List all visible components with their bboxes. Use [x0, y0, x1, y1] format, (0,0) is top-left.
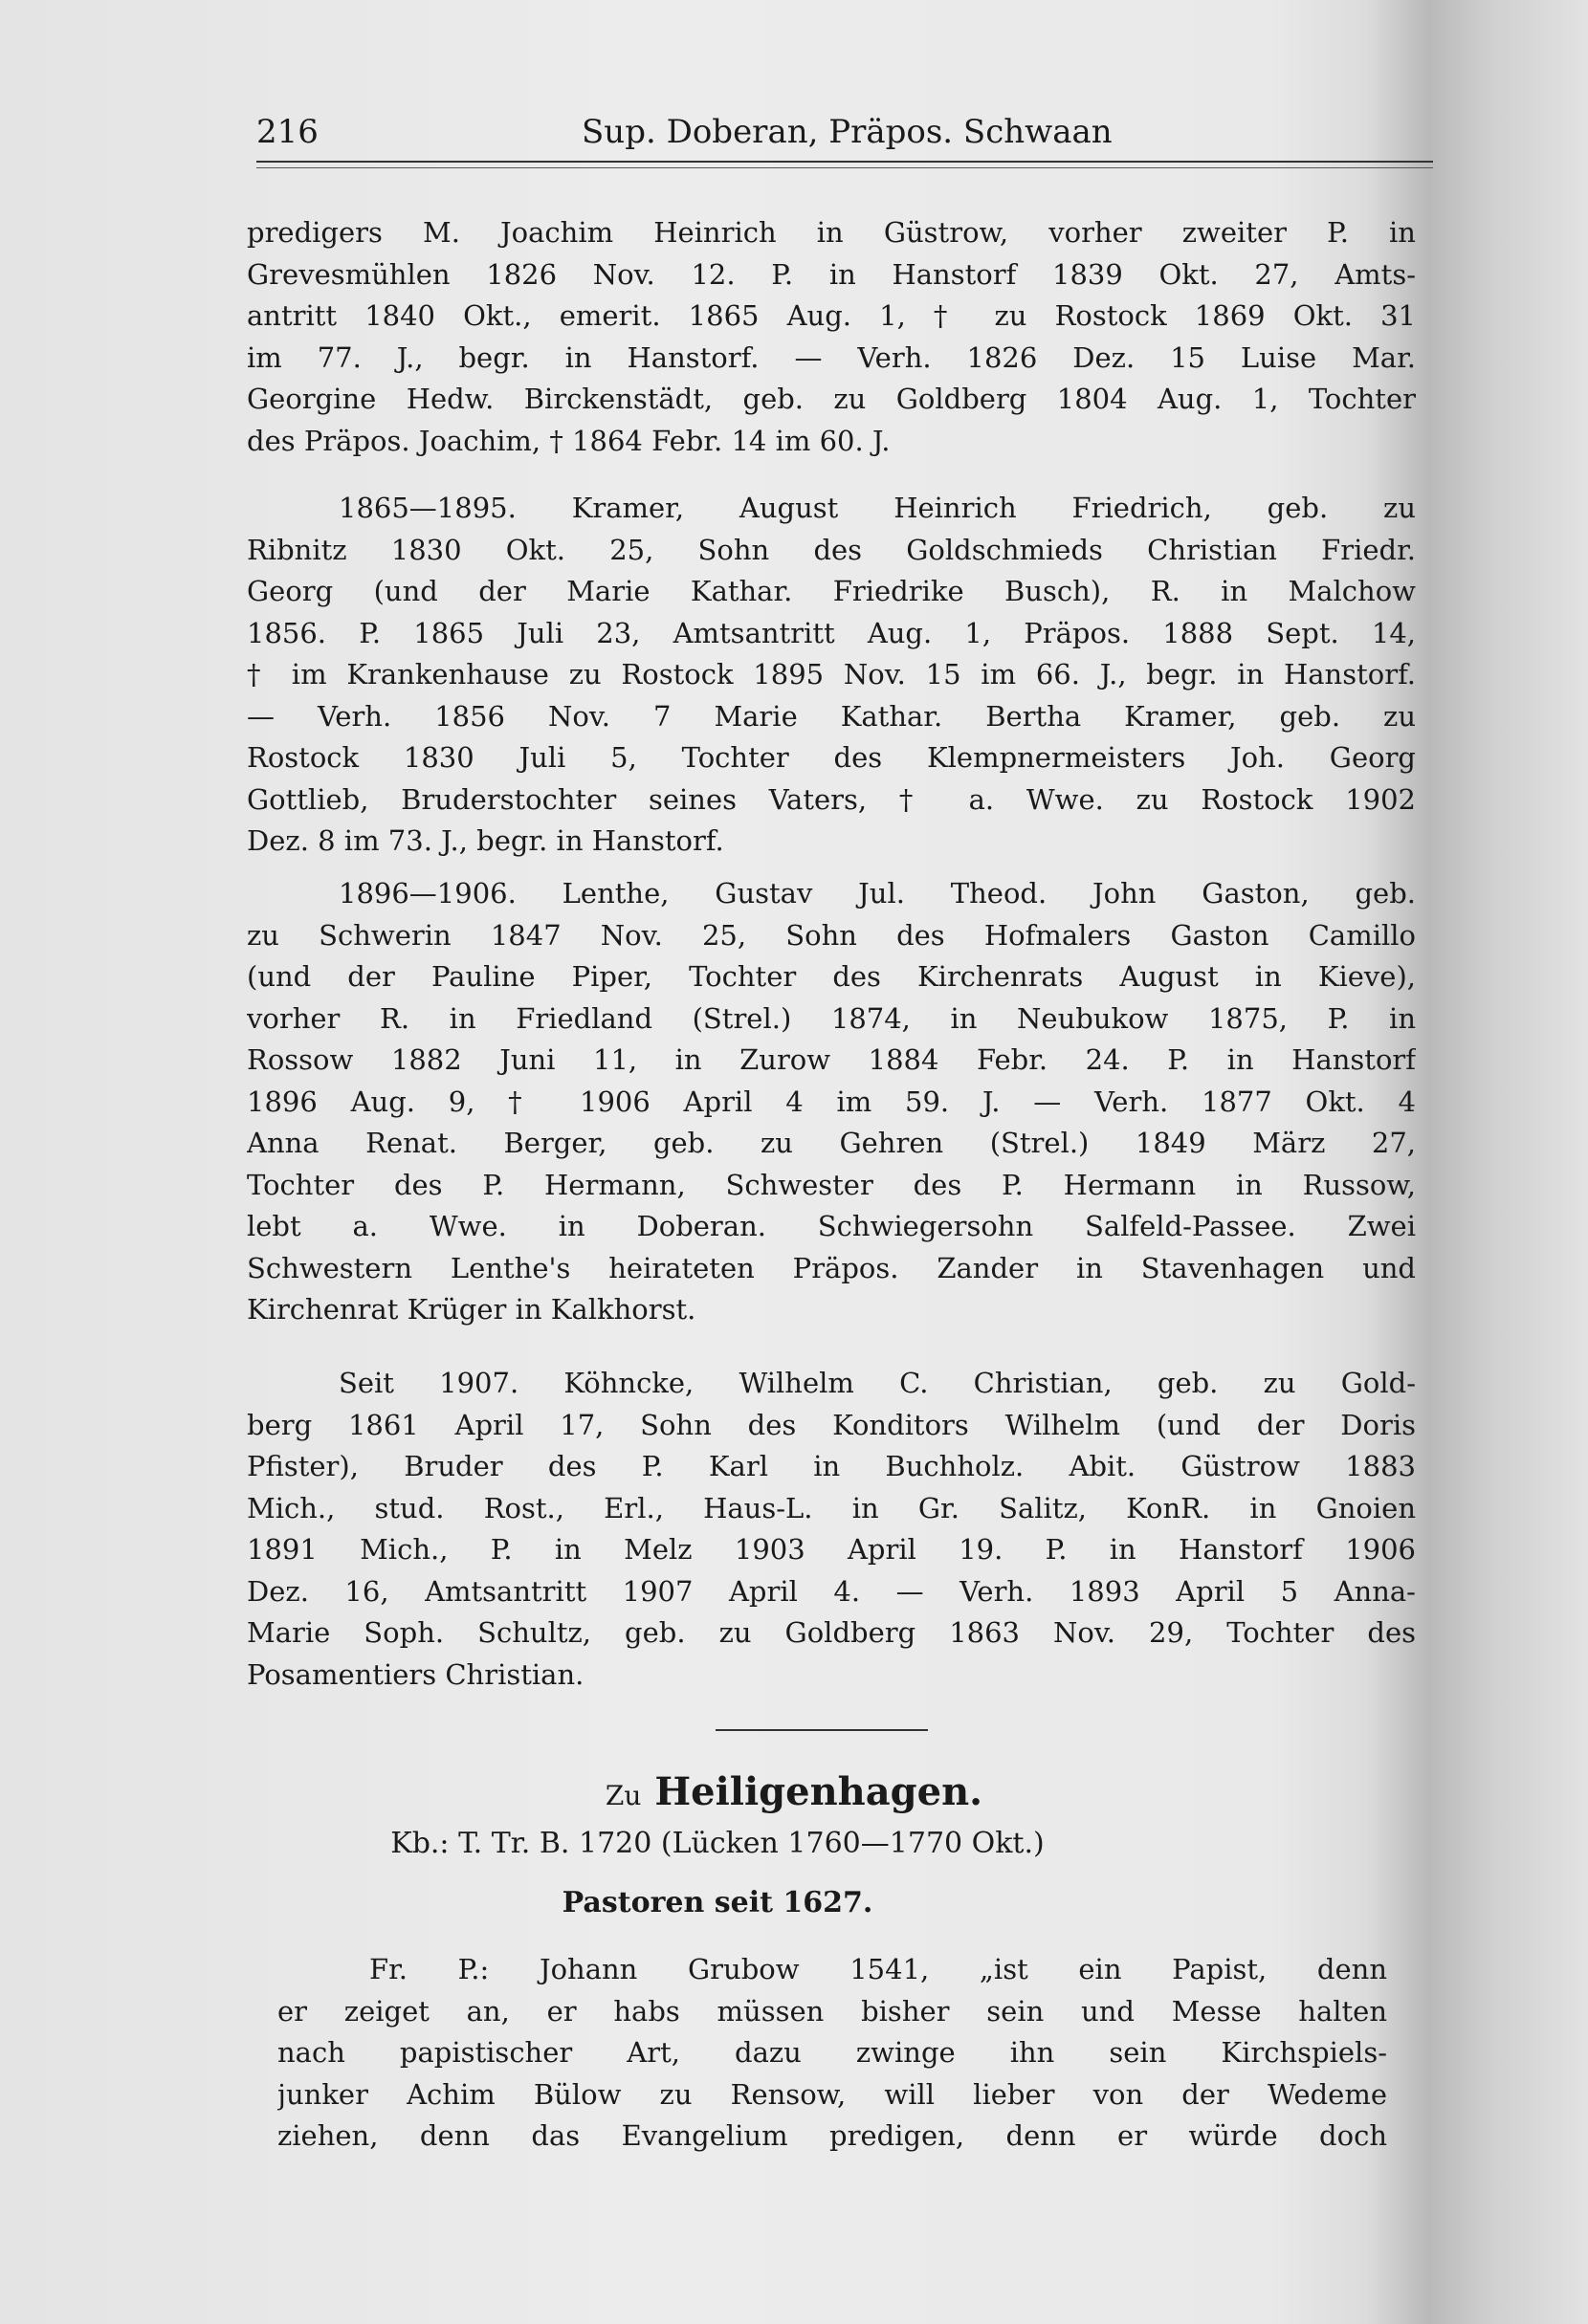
- text-line: Pfister), Bruder des P. Karl in Buchholz. Abit. Güstrow 1883: [247, 1450, 1416, 1482]
- text-line: Grevesmühlen 1826 Nov. 12. P. in Hanstorf 1839 Okt. 27, Amts-: [247, 257, 1416, 291]
- text-line: lebt a. Wwe. in Doberan. Schwiegersohn Salfeld-Passee. Zwei: [247, 1210, 1416, 1242]
- text-line: Marie Soph. Schultz, geb. zu Goldberg 1863 Nov. 29, Tochter des: [247, 1616, 1416, 1649]
- text-line: Gottlieb, Bruderstochter seines Vaters, † a. Wwe. zu Rostock 1902: [247, 782, 1416, 816]
- text-line: antritt 1840 Okt., emerit. 1865 Aug. 1, † zu Rostock 1869 Okt. 31: [247, 299, 1416, 332]
- running-header: [256, 113, 1156, 161]
- subheading: Pastoren seit 1627.: [562, 1886, 873, 1919]
- text-line: Kirchenrat Krüger in Kalkhorst.: [247, 1293, 696, 1326]
- section-separator: [716, 1729, 928, 1731]
- text-line: Fr. P.: Johann Grubow 1541, „ist ein Papist, denn: [369, 1953, 1387, 1985]
- paragraph-1: [247, 212, 1416, 462]
- section-title: Heiligenhagen.: [654, 1769, 983, 1814]
- paragraph-lenthe: [247, 873, 1416, 1331]
- text-line: Mich., stud. Rost., Erl., Haus-L. in Gr. Salitz, KonR. in Gnoien: [247, 1491, 1416, 1524]
- text-line: Posamentiers Christian.: [247, 1657, 584, 1691]
- text-line: junker Achim Bülow zu Rensow, will lieber von der Wedeme: [277, 2077, 1387, 2111]
- text-line: ziehen, denn das Evangelium predigen, denn er würde doch: [277, 2119, 1387, 2152]
- text-line: Dez. 8 im 73. J., begr. in Hanstorf.: [247, 824, 724, 857]
- text-line: Rossow 1882 Juni 11, in Zurow 1884 Febr. 24. P. in Hanstorf: [247, 1043, 1416, 1076]
- text-line: Seit 1907. Köhncke, Wilhelm C. Christian, geb. zu Gold-: [339, 1367, 1416, 1399]
- text-line: nach papistischer Art, dazu zwinge ihn sein Kirchspiels-: [277, 2036, 1387, 2069]
- section-heading: [0, 1769, 1588, 1814]
- text-line: berg 1861 April 17, Sohn des Konditors Wilhelm (und der Doris: [247, 1408, 1416, 1441]
- text-line: (und der Pauline Piper, Tochter des Kirchenrats August in Kieve),: [247, 960, 1416, 993]
- text-line: Georg (und der Marie Kathar. Friedrike Busch), R. in Malchow: [247, 575, 1416, 607]
- section-prefix: Zu: [605, 1780, 642, 1811]
- text-line: Georgine Hedw. Birckenstädt, geb. zu Goldberg 1804 Aug. 1, Tochter: [247, 383, 1416, 415]
- text-line: vorher R. in Friedland (Strel.) 1874, in Neubukow 1875, P. in: [247, 1001, 1416, 1035]
- church-book-note: Kb.: T. Tr. B. 1720 (Lücken 1760—1770 Okt.): [390, 1827, 1045, 1860]
- text-line: Rostock 1830 Juli 5, Tochter des Klempnermeisters Joh. Georg: [247, 741, 1416, 774]
- text-line: er zeiget an, er habs müssen bisher sein und Messe halten: [277, 1994, 1387, 2028]
- text-line: 1865—1895. Kramer, August Heinrich Friedrich, geb. zu: [339, 492, 1416, 524]
- paragraph-koehncke: [247, 1363, 1416, 1696]
- text-line: † im Krankenhause zu Rostock 1895 Nov. 15 im 66. J., begr. in Hanstorf.: [247, 658, 1416, 691]
- paragraph-kramer: [247, 488, 1416, 863]
- text-line: 1896—1906. Lenthe, Gustav Jul. Theod. John Gaston, geb.: [339, 877, 1416, 910]
- text-line: 1896 Aug. 9, † 1906 April 4 im 59. J. — Verh. 1877 Okt. 4: [247, 1085, 1416, 1118]
- paragraph-grubow: [277, 1949, 1387, 2158]
- running-title: Sup. Doberan, Präpos. Schwaan: [582, 113, 1113, 151]
- text-line: 1856. P. 1865 Juli 23, Amtsantritt Aug. 1, Präpos. 1888 Sept. 14,: [247, 616, 1416, 649]
- text-line: Schwestern Lenthe's heirateten Präpos. Zander in Stavenhagen und: [247, 1251, 1416, 1284]
- text-line: Dez. 16, Amtsantritt 1907 April 4. — Verh. 1893 April 5 Anna-: [247, 1574, 1416, 1608]
- text-line: Ribnitz 1830 Okt. 25, Sohn des Goldschmieds Christian Friedr.: [247, 533, 1416, 566]
- text-line: im 77. J., begr. in Hanstorf. — Verh. 1826 Dez. 15 Luise Mar.: [247, 340, 1416, 374]
- header-rule: [256, 161, 1433, 168]
- text-line: des Präpos. Joachim, † 1864 Febr. 14 im 60. J.: [247, 424, 891, 457]
- text-line: predigers M. Joachim Heinrich in Güstrow, vorher zweiter P. in: [247, 216, 1416, 249]
- text-line: — Verh. 1856 Nov. 7 Marie Kathar. Bertha Kramer, geb. zu: [247, 699, 1416, 733]
- text-line: 1891 Mich., P. in Melz 1903 April 19. P. in Hanstorf 1906: [247, 1533, 1416, 1566]
- text-line: zu Schwerin 1847 Nov. 25, Sohn des Hofmalers Gaston Camillo: [247, 918, 1416, 952]
- text-line: Tochter des P. Hermann, Schwester des P. Hermann in Russow,: [247, 1168, 1416, 1201]
- page-number: 216: [256, 113, 319, 151]
- text-line: Anna Renat. Berger, geb. zu Gehren (Strel.) 1849 März 27,: [247, 1127, 1416, 1159]
